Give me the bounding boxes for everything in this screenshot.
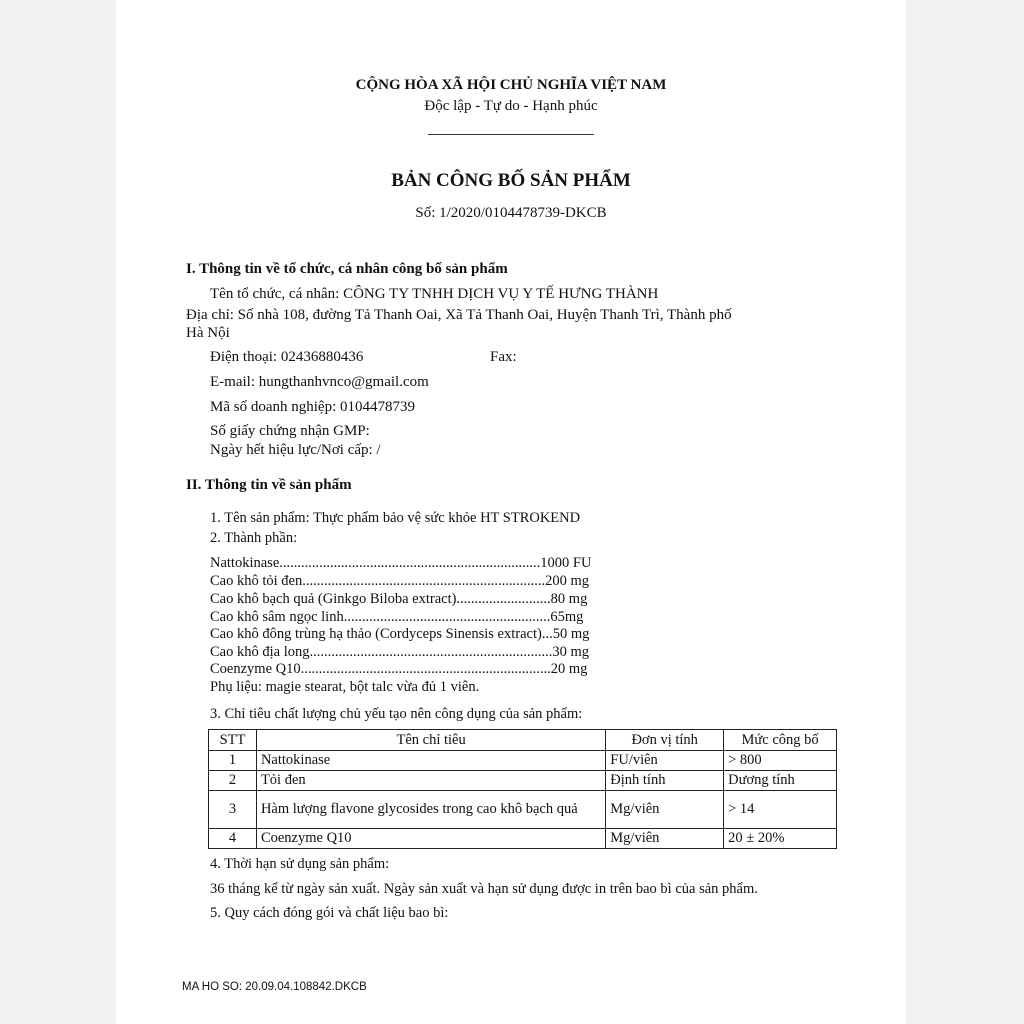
table-cell: 1 — [209, 751, 257, 771]
table-cell: 3 — [209, 791, 257, 829]
document-page — [116, 0, 906, 1024]
business-code: Mã số doanh nghiệp: 0104478739 — [210, 399, 415, 415]
table-header-row — [209, 730, 837, 751]
table-row — [209, 829, 837, 849]
column-header: Tên chỉ tiêu — [256, 730, 605, 751]
address-line-1: Địa chỉ: Số nhà 108, đường Tả Thanh Oai, Xã Tả Thanh Oai, Huyện Thanh Trì, Thành phố — [186, 307, 732, 323]
table-cell: Tỏi đen — [256, 771, 605, 791]
table-cell: Hàm lượng flavone glycosides trong cao khô bạch quả — [256, 791, 605, 829]
gmp-certificate: Số giấy chứng nhận GMP: — [210, 423, 370, 439]
column-header: Đơn vị tính — [606, 730, 724, 751]
table-row — [209, 791, 837, 829]
ingredient-line: Cao khô sâm ngọc linh.........................................................65mg — [210, 609, 584, 625]
motto: Độc lập - Tự do - Hạnh phúc — [424, 98, 598, 114]
table-cell: 2 — [209, 771, 257, 791]
effective-date: Ngày hết hiệu lực/Nơi cấp: / — [210, 442, 381, 458]
quality-table — [208, 729, 837, 849]
document-title: BẢN CÔNG BỐ SẢN PHẨM — [391, 170, 631, 191]
document-number: Số: 1/2020/0104478739-DKCB — [415, 205, 607, 221]
shelf-life-heading: 4. Thời hạn sử dụng sản phẩm: — [210, 856, 390, 872]
table-cell: Định tính — [606, 771, 724, 791]
ingredient-line: Nattokinase........................................................................1000 FU — [210, 555, 592, 571]
header-divider — [428, 134, 594, 135]
table-row — [209, 771, 837, 791]
column-header: Mức công bố — [724, 730, 837, 751]
packaging-heading: 5. Quy cách đóng gói và chất liệu bao bì: — [210, 905, 449, 921]
product-name: 1. Tên sản phẩm: Thực phẩm bảo vệ sức khỏe HT STROKEND — [210, 510, 581, 526]
table-cell: Dương tính — [724, 771, 837, 791]
column-header: STT — [209, 730, 257, 751]
country-header: CỘNG HÒA XÃ HỘI CHỦ NGHĨA VIỆT NAM — [355, 77, 667, 93]
ingredient-line: Cao khô tỏi đen...................................................................200 mg — [210, 573, 590, 589]
table-cell: Nattokinase — [256, 751, 605, 771]
table-cell: > 800 — [724, 751, 837, 771]
table-cell: FU/viên — [606, 751, 724, 771]
address-line-2: Hà Nội — [186, 325, 230, 341]
quality-heading: 3. Chỉ tiêu chất lượng chủ yếu tạo nên công dụng của sản phẩm: — [210, 706, 583, 722]
table-cell: Coenzyme Q10 — [256, 829, 605, 849]
ingredient-line: Coenzyme Q10.....................................................................20 mg — [210, 661, 588, 677]
org-name: Tên tổ chức, cá nhân: CÔNG TY TNHH DỊCH VỤ Y TẾ HƯNG THÀNH — [210, 286, 659, 302]
ingredient-line: Cao khô địa long...................................................................30 mg — [210, 644, 590, 660]
phone: Điện thoại: 02436880436 — [210, 349, 364, 365]
table-cell: Mg/viên — [606, 791, 724, 829]
section-1-heading: I. Thông tin về tổ chức, cá nhân công bố sản phẩm — [186, 261, 508, 277]
ingredient-line: Cao khô đông trùng hạ thảo (Cordyceps Sinensis extract)...50 mg — [210, 626, 590, 642]
table-cell: 20 ± 20% — [724, 829, 837, 849]
table-cell: Mg/viên — [606, 829, 724, 849]
table-cell: > 14 — [724, 791, 837, 829]
section-2-heading: II. Thông tin về sản phẩm — [186, 477, 352, 493]
record-code: MA HO SO: 20.09.04.108842.DKCB — [182, 981, 367, 993]
excipients: Phụ liệu: magie stearat, bột talc vừa đủ 1 viên. — [210, 679, 480, 695]
ingredient-line: Cao khô bạch quả (Ginkgo Biloba extract)..........................80 mg — [210, 591, 588, 607]
table-cell: 4 — [209, 829, 257, 849]
table-row — [209, 751, 837, 771]
shelf-life-text: 36 tháng kể từ ngày sản xuất. Ngày sản xuất và hạn sử dụng được in trên bao bì của sản phẩm. — [210, 881, 758, 897]
ingredients-heading: 2. Thành phần: — [210, 530, 298, 546]
email: E-mail: hungthanhvnco@gmail.com — [210, 374, 429, 390]
fax: Fax: — [490, 349, 517, 365]
